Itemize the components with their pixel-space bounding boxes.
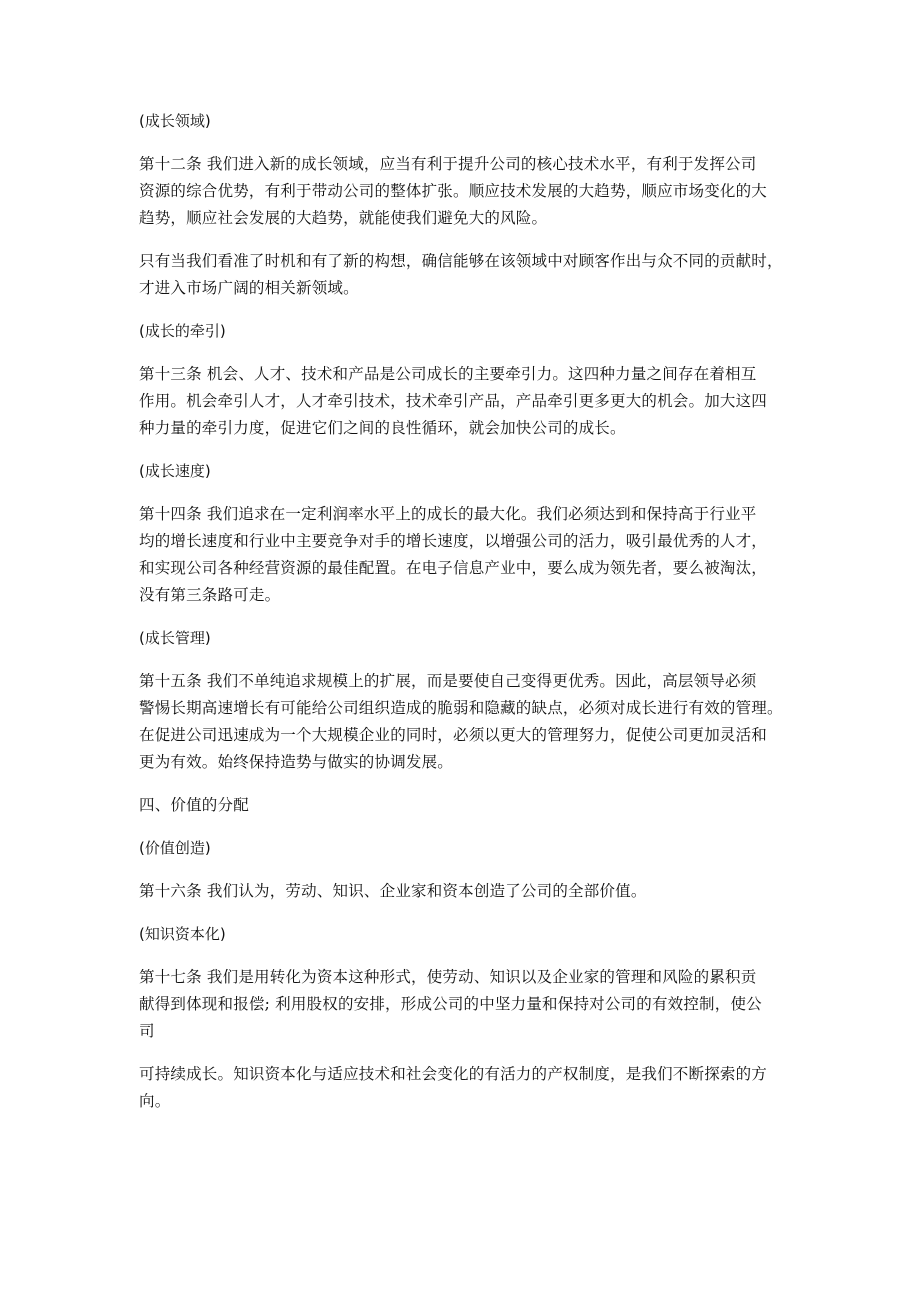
paragraph-line: 均的增长速度和行业中主要竞争对手的增长速度，以增强公司的活力，吸引最优秀的人才，	[139, 532, 768, 550]
paragraph-line: 第十四条 我们追求在一定利润率水平上的成长的最大化。我们必须达到和保持高于行业平	[139, 505, 757, 523]
paragraph	[139, 668, 789, 776]
paragraph-line: 献得到体现和报偿; 利用股权的安排，形成公司的中坚力量和保持对公司的有效控制，使公	[139, 995, 762, 1013]
section-heading: (成长领域)	[139, 112, 211, 130]
paragraph	[139, 1061, 789, 1115]
paragraph-line: 只有当我们看准了时机和有了新的构想，确信能够在该领域中对顾客作出与众不同的贡献时，	[139, 252, 783, 270]
paragraph	[139, 964, 789, 1045]
section-heading: (知识资本化)	[139, 925, 226, 943]
section-heading: (价值创造)	[139, 839, 211, 857]
section-heading: (成长管理)	[139, 629, 211, 647]
paragraph-line: 更为有效。始终保持造势与做实的协调发展。	[139, 753, 454, 771]
paragraph-line: 司	[139, 1022, 155, 1040]
paragraph-line: 和实现公司各种经营资源的最佳配置。在电子信息产业中，要么成为领先者，要么被淘汰，	[139, 559, 768, 577]
paragraph-line: 才进入市场广阔的相关新领域。	[139, 279, 359, 297]
paragraph-line: 第十三条 机会、人才、技术和产品是公司成长的主要牵引力。这四种力量之间存在着相互	[139, 365, 757, 383]
document-page	[139, 108, 789, 1131]
section-heading: (成长的牵引)	[139, 322, 226, 340]
paragraph-line: 在促进公司迅速成为一个大规模企业的同时，必须以更大的管理努力，促使公司更加灵活和	[139, 726, 768, 744]
paragraph	[139, 151, 789, 232]
paragraph-line: 第十七条 我们是用转化为资本这种形式，使劳动、知识以及企业家的管理和风险的累积贡	[139, 968, 757, 986]
paragraph-line: 第十二条 我们进入新的成长领域，应当有利于提升公司的核心技术水平，有利于发挥公司	[139, 155, 757, 173]
section-heading: (成长速度)	[139, 462, 211, 480]
paragraph-line: 向。	[139, 1092, 171, 1110]
paragraph-line: 第十六条 我们认为，劳动、知识、企业家和资本创造了公司的全部价值。	[139, 882, 647, 900]
paragraph	[139, 792, 789, 819]
paragraph-line: 可持续成长。知识资本化与适应技术和社会变化的有活力的产权制度，是我们不断探索的方	[139, 1065, 768, 1083]
paragraph-line: 四、价值的分配	[139, 796, 249, 814]
paragraph	[139, 248, 789, 302]
paragraph	[139, 878, 789, 905]
paragraph-line: 种力量的牵引力度，促进它们之间的良性循环，就会加快公司的成长。	[139, 419, 626, 437]
paragraph-line: 警惕长期高速增长有可能给公司组织造成的脆弱和隐藏的缺点，必须对成长进行有效的管理。	[139, 699, 783, 717]
paragraph-line: 作用。机会牵引人才，人才牵引技术，技术牵引产品，产品牵引更多更大的机会。加大这四	[139, 392, 768, 410]
paragraph	[139, 361, 789, 442]
paragraph	[139, 501, 789, 609]
paragraph-line: 资源的综合优势，有利于带动公司的整体扩张。顺应技术发展的大趋势，顺应市场变化的大	[139, 182, 768, 200]
paragraph-line: 没有第三条路可走。	[139, 586, 281, 604]
paragraph-line: 趋势，顺应社会发展的大趋势，就能使我们避免大的风险。	[139, 209, 548, 227]
paragraph-line: 第十五条 我们不单纯追求规模上的扩展，而是要使自己变得更优秀。因此，高层领导必须	[139, 672, 757, 690]
